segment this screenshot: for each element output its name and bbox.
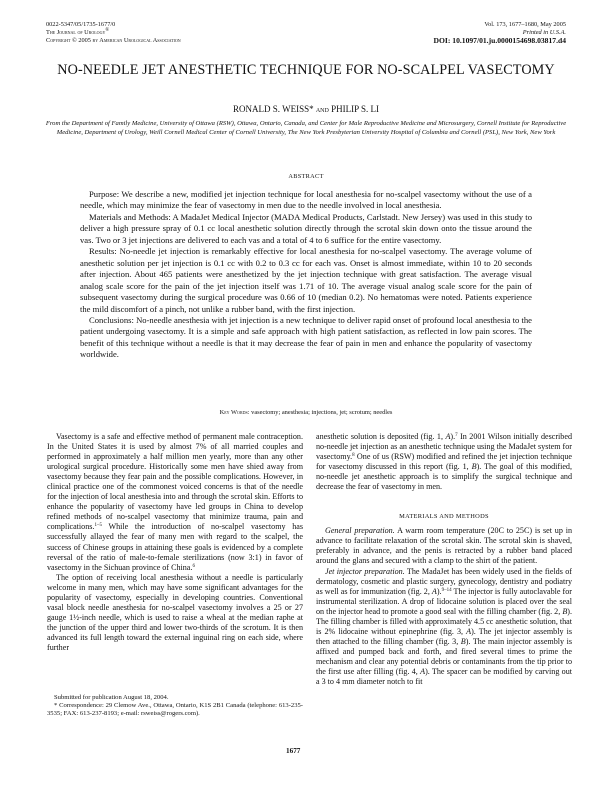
key-words-terms: vasectomy; anesthesia; injections, jet; scrotum; needles [251, 409, 393, 416]
journal-header-right [434, 21, 566, 46]
doi-link[interactable]: DOI: 10.1097/01.ju.0000154698.03817.d4 [433, 36, 566, 46]
printed-line: Printed in U.S.A. [522, 29, 566, 37]
citation-ref[interactable]: 8 [352, 453, 355, 459]
figure-ref[interactable]: A [431, 586, 437, 596]
body-column-left [47, 432, 303, 653]
citation-ref[interactable]: 6 [192, 563, 195, 569]
figure-ref[interactable]: B [471, 462, 477, 472]
article-title: NO-NEEDLE JET ANESTHETIC TECHNIQUE FOR NO-SCALPEL VASECTOMY [57, 62, 555, 78]
abstract-heading: ABSTRACT [288, 173, 324, 180]
citation-ref[interactable]: 7 [455, 433, 458, 438]
figure-ref[interactable]: B [460, 636, 466, 646]
citation-ref[interactable]: 9–14 [441, 587, 452, 593]
figure-ref[interactable]: A [445, 432, 451, 441]
key-words-label: Key Words: [219, 409, 250, 416]
intro-paragraph-1: Vasectomy is a safe and effective method of permanent male contraception. In the United States it is used by almost 7% of all married couples and performed in approximately a half million men yearly, more than any other urological surgical procedure. Historically some men have shied away from vasectomy because they fear pain and the possible complications. However, in clinical practice one of the commonest voiced concerns is that of the needle for the injection of local anesthesia into and through the scrotal skin. Efforts to enhance the popularity of vasectomy have led groups in China to develop refined methods of no-scalpel vasectomy that minimize trauma, pain and complications.$^{1-5}$ While the introduction of no-scalpel vasectomy has successfully allayed the fear of many men with regard to the scalpel, the success of Chinese groups in attaining these goals is evidenced by a complete reversal of the ratio of male-to-female sterilizations (now 3:1) in favor of vasectomy in the Sichuan province of China.$^6$ [47, 432, 303, 572]
issn-line: 0022-5347/05/1735-1677/0 [46, 21, 116, 28]
journal-header-left [46, 21, 181, 46]
citation-ref[interactable]: 1–5 [94, 523, 102, 529]
page-number: 1677 [286, 747, 301, 755]
author-li: PHILIP S. LI [331, 104, 379, 114]
body-column-right [316, 432, 572, 687]
key-words [80, 409, 532, 416]
jet-injector-preparation-paragraph: Jet injector preparation. The MadaJet has been widely used in the fields of dermatology, cosmetic and plastic surgery, gynecology, dentistry and podiatry as well as for immunization (fig. 2, A).$^{9-14}$ The injector is fully autoclavable for instrumental sterilization. A drop of lidocaine solution is placed over the seal on the injector head to promote a good seal with the filling chamber (fig. 2, B). The filling chamber is filled with approximately 4.5 cc anesthetic solution, that is 2% lidocaine without epinephrine (fig. 3, A). The jet injector assembly is then attached to the filling chamber (fig. 3, B). The main injector assembly is affixed and pumped back and forth, and fired several times to prime the mechanism and clear any potential debris or contaminants from the tip prior to the first use after filling (fig. 4, A). The spacer can be modified by carving out a 3 to 4 mm diameter notch to fit [316, 566, 573, 687]
abstract-results: Results: No-needle jet injection is remarkably effective for local anesthesia for no-scalpel vasectomy. The average volume of anesthetic solution per jet injection is 0.1 cc with 0.2 to 0.3 cc for each vas. Onset is almost immediate, within 10 to 20 seconds after injection. About 465 patients were anesthetized by the jet injection technique with great satisfaction. The average visual analog scale score for the pain of the jet injection itself was 1.71 of 10. The average visual analog scale score for the pain of subsequent vasectomy during the surgical procedure was 0.66 of 10 (median 0.2). No hematomas were noted. Patients experience the mild discomfort of a pinch, not unlike a rubber band, with the first injection. [80, 246, 532, 314]
figure-ref[interactable]: B [562, 606, 568, 616]
submitted-note: Submitted for publication August 18, 2004. [54, 694, 169, 701]
abstract-purpose: Purpose: We describe a new, modified jet injection technique for local anesthesia for no-scalpel vasectomy without the use of a needle, which may minimize the fear of vasectomy in men due to the needle involved in local anesthesia. [80, 189, 532, 211]
volume-line: Vol. 173, 1677–1680, May 2005 [484, 21, 566, 28]
journal-name: The Journal of Urology® [46, 28, 110, 37]
general-preparation-paragraph: General preparation. A warm room temperature (20C to 25C) is set up in advance to facilitate relaxation of the scrotal skin. The scrotal skin is shaved, preferably in advance, and the penis is retracted by a rubber band placed around the glans and secured with a clamp to the shirt of the patient. [316, 526, 572, 566]
intro-paragraph-3: anesthetic solution is deposited (fig. 1, A).$^7$ In 2001 Wilson initially described no-needle jet injection as an anesthetic technique using the MadaJet system for vasectomy.$^8$ One of us (RSW) modified and refined the jet injection technique for vasectomy discussed in this report (fig. 1, B). The goal of this modified, no-needle jet anesthetic approach is to simplify the surgical technique and decrease the fear of vasectomy in men. [316, 432, 573, 492]
copyright-line: Copyright © 2005 by American Urological Association [46, 37, 181, 45]
affiliation: From the Department of Family Medicine, University of Ottawa (RSW), Ottawa, Ontario, Canada, and Center for Male Reproductive Medicine and Microsurgery, Cornell Institute for Reproductive Medicine, Department of Urology, Weill Cornell Medical Center of Cornell University, The New York Presbyterian University Hospital of Columbia and Cornell (PSL), New York, New York [45, 120, 567, 136]
author-list [40, 104, 572, 114]
abstract-materials-methods: Materials and Methods: A MadaJet Medical Injector (MADA Medical Products, Carlstadt. New Jersey) was used in this study to deliver a high pressure spray of 0.1 cc local anesthetic solution directly through the scrotal skin down onto the tissue around the vas. Two or 3 jet injections are delivered to each vas and a total of 4 to 6 suffice for the entire vasectomy. [80, 211, 532, 245]
author-conjunction: and [315, 104, 329, 114]
intro-paragraph-2: The option of receiving local anesthesia without a needle is particularly welcome in many men, which may have some significant advantages for the popularity of vasectomy, especially in developing countries. Conventional vasal block needle anesthesia for no-scalpel vasectomy involves a 25 or 27 gauge 1½-inch needle, which is used to raise a wheal at the median raphe at the junction of the upper third and lower two-thirds of the scrotum. It is then advanced its full length toward the external inguinal ring on each side, where further [47, 572, 303, 652]
abstract-conclusions: Conclusions: No-needle anesthesia with jet injection is a new technique to deliver rapid onset of profound local anesthesia to the patient undergoing vasectomy. It is a simple and safe approach with high patient satisfaction, as reflected in low pain scores. The benefit of this technique without a needle is that it may decrease the fear of pain in men and enhance the popularity of vasectomy worldwide. [80, 314, 532, 360]
author-weiss: RONALD S. WEISS* [232, 104, 314, 114]
subheading-general-preparation: General preparation. [325, 526, 395, 536]
correspondence-note: * Correspondence: 29 Clemow Ave., Ottawa, Ontario, K1S 2B1 Canada (telephone: 613-235-3535; FAX: 613-237-8193; e-mail: rsweiss@rogers.com). [47, 702, 303, 718]
subheading-jet-injector-preparation: Jet injector preparation. [325, 566, 405, 576]
methods-heading: MATERIALS AND METHODS [399, 513, 489, 521]
abstract [80, 189, 532, 361]
footnotes [47, 694, 303, 719]
figure-ref[interactable]: A [420, 666, 426, 676]
figure-ref[interactable]: A [466, 626, 472, 636]
